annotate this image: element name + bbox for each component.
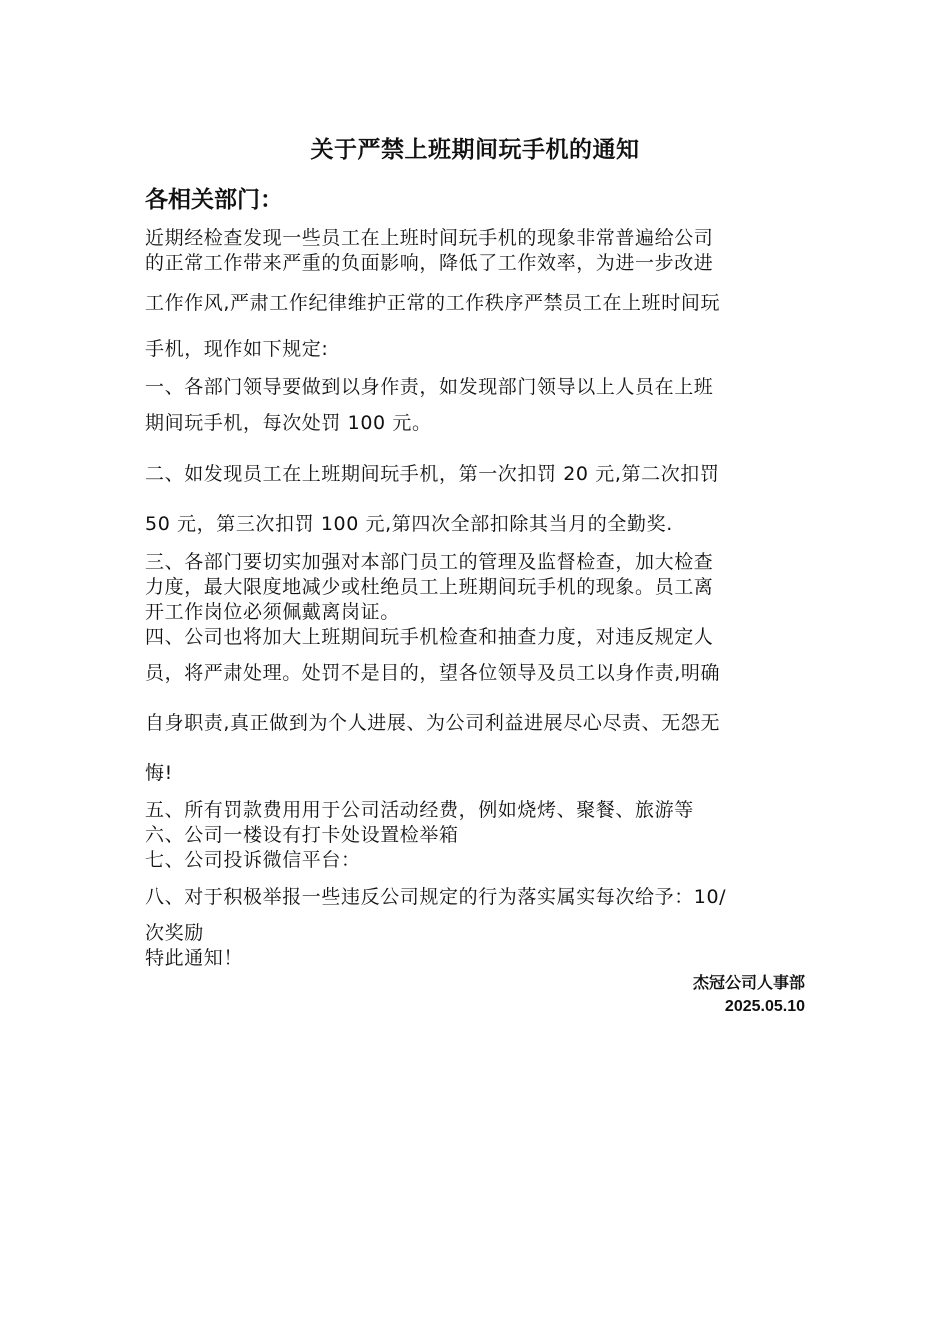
rule-5-line: 五、所有罚款费用用于公司活动经费，例如烧烤、聚餐、旅游等 bbox=[145, 799, 694, 821]
body-line-3: 工作作风,严肃工作纪律维护正常的工作秩序严禁员工在上班时间玩 bbox=[145, 292, 721, 314]
rule-6-line: 六、公司一楼设有打卡处设置检举箱 bbox=[145, 824, 459, 846]
rule-8-line-1: 八、对于积极举报一些违反公司规定的行为落实属实每次给予：10/ bbox=[145, 886, 727, 908]
rule-8-line-2: 次奖励 bbox=[145, 922, 204, 944]
rule-4-line-1: 四、公司也将加大上班期间玩手机检查和抽查力度，对违反规定人 bbox=[145, 626, 714, 648]
rule-3-line-1: 三、各部门要切实加强对本部门员工的管理及监督检查，加大检查 bbox=[145, 551, 714, 573]
document-title: 关于严禁上班期间玩手机的通知 bbox=[310, 137, 640, 163]
rule-7-line: 七、公司投诉微信平台： bbox=[145, 849, 361, 871]
rule-4-line-2: 员，将严肃处理。处罚不是目的，望各位领导及员工以身作责,明确 bbox=[145, 662, 721, 684]
rule-1-line-2: 期间玩手机，每次处罚 100 元。 bbox=[145, 412, 432, 434]
closing-line: 特此通知！ bbox=[145, 947, 244, 969]
body-line-1: 近期经检查发现一些员工在上班时间玩手机的现象非常普遍给公司 bbox=[145, 227, 714, 249]
rule-2-line-2: 50 元，第三次扣罚 100 元,第四次全部扣除其当月的全勤奖. bbox=[145, 513, 673, 535]
rule-1-line-1: 一、各部门领导要做到以身作责，如发现部门领导以上人员在上班 bbox=[145, 376, 714, 398]
rule-2-line-1: 二、如发现员工在上班期间玩手机，第一次扣罚 20 元,第二次扣罚 bbox=[145, 463, 720, 485]
signature-date: 2025.05.10 bbox=[724, 998, 805, 1015]
body-line-4: 手机，现作如下规定: bbox=[145, 338, 329, 360]
rule-3-line-3: 开工作岗位必须佩戴离岗证。 bbox=[145, 601, 400, 623]
salutation: 各相关部门： bbox=[145, 187, 283, 213]
rule-4-line-3: 自身职责,真正做到为个人进展、为公司利益进展尽心尽责、无怨无 bbox=[145, 712, 721, 734]
rule-4-line-4: 悔! bbox=[145, 762, 173, 784]
signature: 杰冠公司人事部 bbox=[692, 975, 805, 992]
body-line-2: 的正常工作带来严重的负面影响，降低了工作效率，为进一步改进 bbox=[145, 252, 714, 274]
rule-3-line-2: 力度，最大限度地减少或杜绝员工上班期间玩手机的现象。员工离 bbox=[145, 576, 714, 598]
